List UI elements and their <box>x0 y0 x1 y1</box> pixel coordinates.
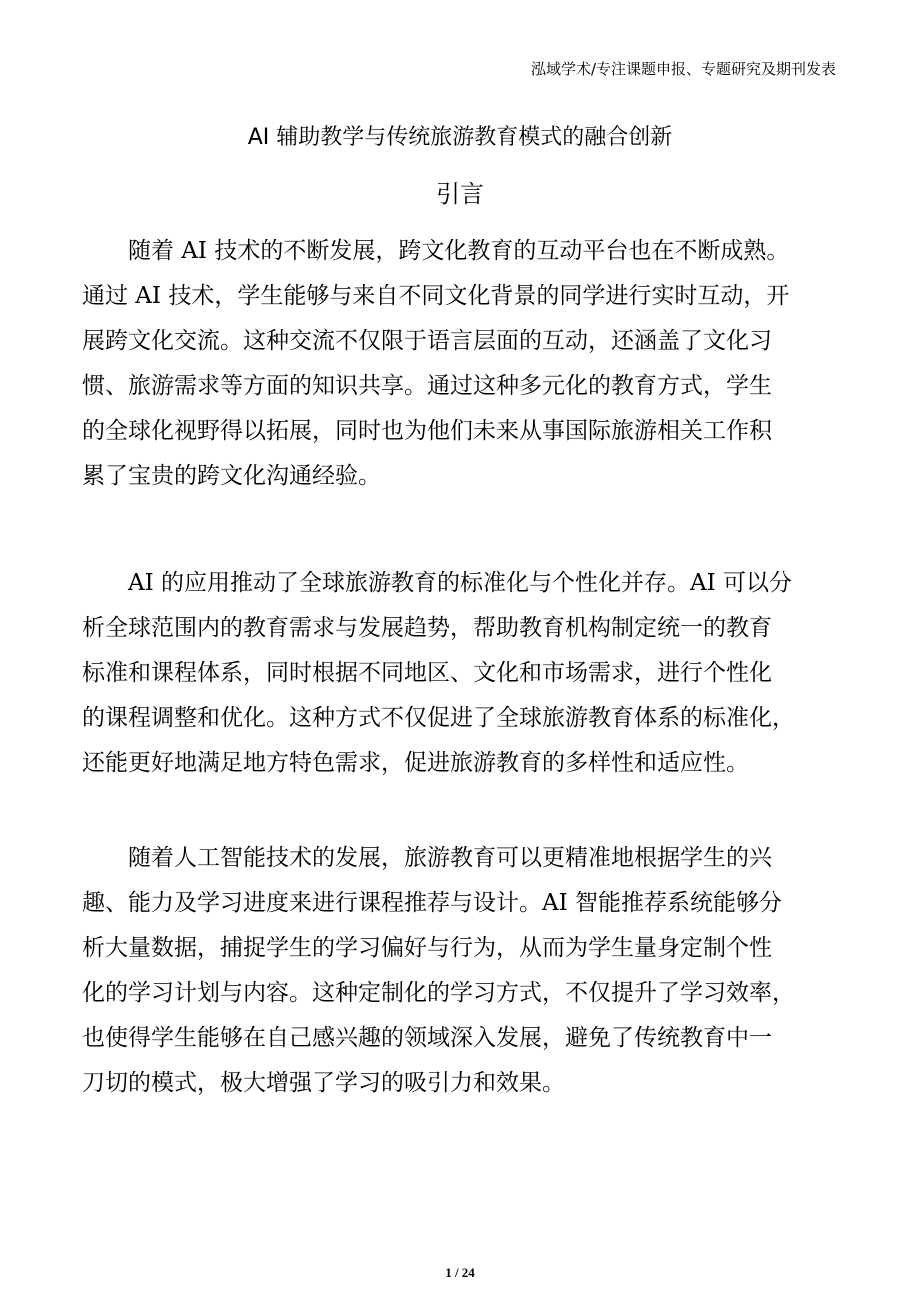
paragraph-line: 通过 AI 技术，学生能够与来自不同文化背景的同学进行实时互动，开 <box>82 283 790 309</box>
paragraph-line: AI 的应用推动了全球旅游教育的标准化与个性化并存。AI 可以分 <box>128 570 793 596</box>
paragraph-line: 随着 AI 技术的不断发展，跨文化教育的互动平台也在不断成熟。 <box>128 238 790 264</box>
paragraph-line: 刀切的模式，极大增强了学习的吸引力和效果。 <box>82 1070 565 1096</box>
paragraph <box>82 229 862 499</box>
paragraph-line: 展跨文化交流。这种交流不仅限于语言层面的互动，还涵盖了文化习 <box>82 328 772 354</box>
paragraph-line: 随着人工智能技术的发展，旅游教育可以更精准地根据学生的兴 <box>128 845 772 871</box>
paragraph-line: 还能更好地满足地方特色需求，促进旅游教育的多样性和适应性。 <box>82 750 749 776</box>
paragraph-line: 累了宝贵的跨文化沟通经验。 <box>82 463 381 489</box>
paragraph-line: 的课程调整和优化。这种方式不仅促进了全球旅游教育体系的标准化， <box>82 705 795 731</box>
paragraph-line: 标准和课程体系，同时根据不同地区、文化和市场需求，进行个性化 <box>82 660 772 686</box>
paragraph-line: 析大量数据，捕捉学生的学习偏好与行为，从而为学生量身定制个性 <box>82 935 772 961</box>
paragraph-line: 惯、旅游需求等方面的知识共享。通过这种多元化的教育方式，学生 <box>82 373 772 399</box>
paragraph <box>82 836 862 1106</box>
paragraph-line: 的全球化视野得以拓展，同时也为他们未来从事国际旅游相关工作积 <box>82 418 772 444</box>
paragraph-line: 也使得学生能够在自己感兴趣的领域深入发展，避免了传统教育中一 <box>82 1025 772 1051</box>
paragraph-line: 析全球范围内的教育需求与发展趋势，帮助教育机构制定统一的教育 <box>82 615 772 641</box>
section-heading: 引言 <box>436 180 484 208</box>
document-title: AI 辅助教学与传统旅游教育模式的融合创新 <box>247 125 673 150</box>
running-header: 泓域学术/专注课题申报、专题研究及期刊发表 <box>530 60 836 78</box>
paragraph-line: 趣、能力及学习进度来进行课程推荐与设计。AI 智能推荐系统能够分 <box>82 890 783 916</box>
paragraph-line: 化的学习计划与内容。这种定制化的学习方式，不仅提升了学习效率， <box>82 980 795 1006</box>
page-number: 1 / 24 <box>445 1265 475 1280</box>
paragraph <box>82 561 862 786</box>
